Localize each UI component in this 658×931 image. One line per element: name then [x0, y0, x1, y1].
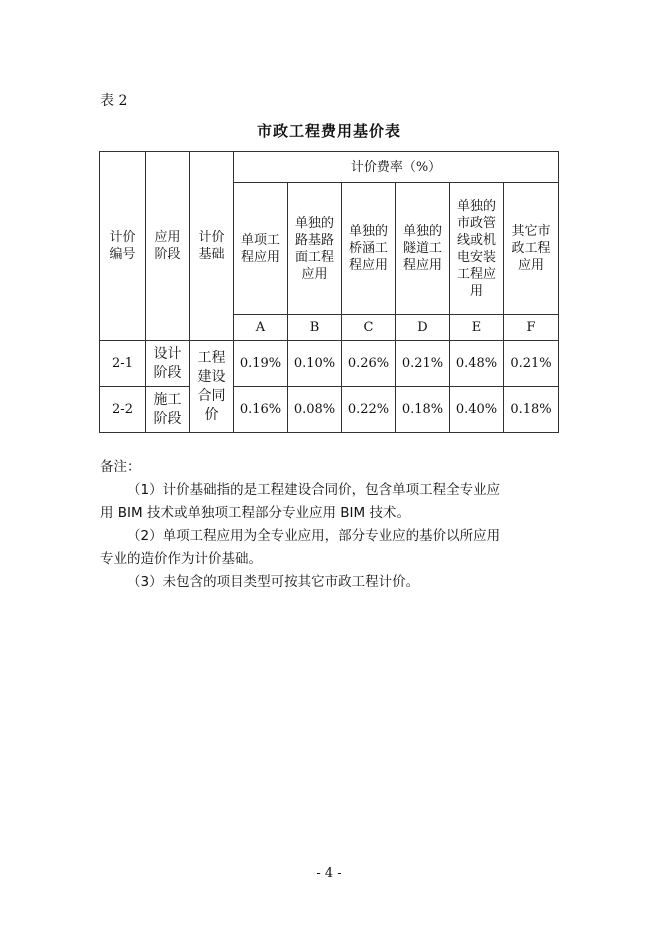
rate-cell: 0.26%: [342, 341, 396, 387]
rate-cell: 0.18%: [504, 387, 559, 433]
col-header-stage: 应用 阶段: [146, 152, 190, 341]
notes-heading: 备注：: [100, 459, 141, 475]
rate-cell: 0.18%: [396, 387, 450, 433]
rate-cell: 0.21%: [504, 341, 559, 387]
rate-header-e: 单独的 市政管 线或机 电安装 工程应 用: [450, 183, 504, 315]
note-item: （3）未包含的项目类型可按其它市政工程计价。: [127, 574, 420, 590]
row-basis: 工程 建设 合同 价: [190, 341, 234, 433]
page-number: - 4 -: [316, 866, 342, 881]
row-stage: 设计 阶段: [146, 341, 190, 387]
rate-letter-f: F: [504, 315, 559, 341]
table-row: [100, 387, 559, 433]
note-item: （2）单项工程应用为全专业应用，部分专业应的基价以所应用 专业的造价作为计价基础。: [100, 528, 501, 567]
rate-header-c: 单独的 桥涵工 程应用: [342, 183, 396, 315]
rate-cell: 0.21%: [396, 341, 450, 387]
rate-group-header: 计价费率（%）: [234, 152, 559, 183]
rate-letter-a: A: [234, 315, 288, 341]
rate-header-b: 单独的 路基路 面工程 应用: [288, 183, 342, 315]
row-code: 2-2: [100, 387, 146, 433]
col-header-basis: 计价 基础: [190, 152, 234, 341]
col-header-code: 计价 编号: [100, 152, 146, 341]
note-item: （1）计价基础指的是工程建设合同价，包含单项工程全专业应 用 BIM 技术或单独项工程部分专业应用 BIM 技术。: [100, 482, 501, 521]
rate-letter-b: B: [288, 315, 342, 341]
rate-cell: 0.16%: [234, 387, 288, 433]
rate-header-a: 单项工 程应用: [234, 183, 288, 315]
rate-letter-d: D: [396, 315, 450, 341]
row-stage: 施工 阶段: [146, 387, 190, 433]
rate-cell: 0.10%: [288, 341, 342, 387]
row-code: 2-1: [100, 341, 146, 387]
notes-section: [100, 456, 562, 594]
rate-letter-c: C: [342, 315, 396, 341]
rate-letter-e: E: [450, 315, 504, 341]
rate-cell: 0.08%: [288, 387, 342, 433]
table-row: [100, 341, 559, 387]
fee-table: [99, 151, 559, 433]
rate-cell: 0.40%: [450, 387, 504, 433]
rate-cell: 0.19%: [234, 341, 288, 387]
table-label: 表 2: [100, 93, 128, 109]
rate-cell: 0.22%: [342, 387, 396, 433]
rate-header-f: 其它市 政工程 应用: [504, 183, 559, 315]
document-title: 市政工程费用基价表: [256, 122, 401, 140]
rate-header-d: 单独的 隧道工 程应用: [396, 183, 450, 315]
rate-cell: 0.48%: [450, 341, 504, 387]
